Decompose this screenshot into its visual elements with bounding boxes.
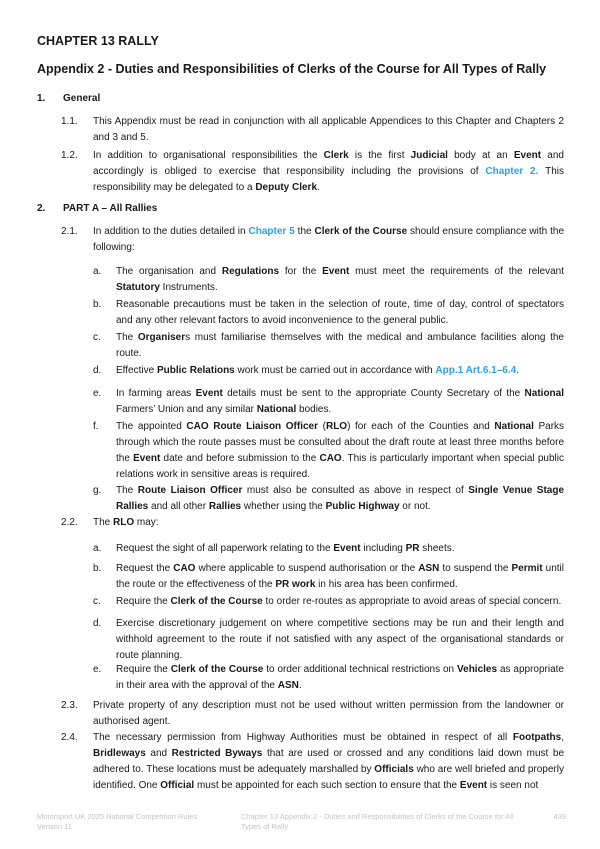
list-item-text: Effective Public Relations work must be carried out in accordance with App.1 Art.6.1–6.4. bbox=[116, 365, 519, 376]
paragraph-2-1 bbox=[61, 224, 564, 256]
list-item-text: Exercise discretionary judgement on where competitive sections may be run and their length and withhold agreement to the route if not satisfied with any aspect of the organisational standards or route planning. bbox=[116, 618, 564, 661]
list-item-text: Require the Clerk of the Course to order re-routes as appropriate to avoid areas of special concern. bbox=[116, 596, 562, 607]
list-letter: a. bbox=[93, 543, 102, 554]
chapter-2-link[interactable]: Chapter 2. bbox=[485, 166, 539, 177]
list-item-text: Reasonable precautions must be taken in the selection of route, time of day, control of spectators and any other relevant factors to avoid inconvenience to the general public. bbox=[116, 299, 564, 326]
list-letter: c. bbox=[93, 332, 101, 343]
list-item-text: The Route Liaison Officer must also be consulted as above in respect of Single Venue Stage Rallies and all other Rallies whether using the Public Highway or not. bbox=[116, 485, 565, 512]
list-item-2-1-f bbox=[93, 419, 564, 483]
paragraph-text: The necessary permission from Highway Authorities must be obtained in respect of all Footpaths, Bridleways and Restricted Byways that are used or crossed and any conditions laid down must be adhered to. These locations must be adequately marshalled by Officials who are well briefed and properly identified. One Official must be appointed for each such section to ensure that the Event is seen not bbox=[93, 732, 565, 791]
list-item-text: Request the CAO where applicable to suspend authorisation or the ASN to suspend the Permit until the route or the effectiveness of the PR work in his area has been confirmed. bbox=[116, 563, 565, 590]
list-item-2-1-e bbox=[93, 386, 564, 418]
chapter-5-link[interactable]: Chapter 5 bbox=[248, 226, 295, 237]
list-letter: e. bbox=[93, 388, 102, 399]
list-item-2-1-a bbox=[93, 264, 564, 296]
list-item-2-2-a bbox=[93, 541, 564, 557]
list-letter: b. bbox=[93, 563, 102, 574]
paragraph-1-1 bbox=[61, 114, 564, 146]
section-title: General bbox=[63, 93, 101, 104]
paragraph-number: 1.2. bbox=[61, 150, 78, 161]
list-item-2-2-e bbox=[93, 662, 564, 694]
list-item-text: In farming areas Event details must be sent to the appropriate County Secretary of the National Farmers’ Union and any similar National bodies. bbox=[116, 388, 564, 415]
list-item-2-2-c bbox=[93, 594, 564, 610]
paragraph-text: The RLO may: bbox=[93, 517, 159, 528]
app1-art6-link[interactable]: App.1 Art.6.1–6.4 bbox=[435, 365, 517, 376]
paragraph-2-4 bbox=[61, 730, 564, 794]
list-item-2-1-c bbox=[93, 330, 564, 362]
paragraph-number: 2.3. bbox=[61, 700, 78, 711]
paragraph-2-3 bbox=[61, 698, 564, 730]
list-letter: f. bbox=[93, 421, 99, 432]
footer-center: Chapter 13 Appendix 2 - Duties and Responsibilities of Clerks of the Course for All Types of Rally bbox=[241, 812, 514, 831]
section-number: 1. bbox=[37, 93, 46, 104]
paragraph-number: 2.2. bbox=[61, 517, 78, 528]
list-item-text: The appointed CAO Route Liaison Officer (RLO) for each of the Counties and National Parks through which the route passes must be consulted about the draft route at least three months before the Event date and before submission to the CAO. This is particularly important when special public relations work in sensitive areas is required. bbox=[116, 421, 565, 480]
paragraph-text: This Appendix must be read in conjunction with all applicable Appendices to this Chapter and Chapters 2 and 3 and 5. bbox=[93, 116, 564, 143]
paragraph-text: In addition to organisational responsibilities the Clerk is the first Judicial body at an Event and accordingly is obliged to exercise that responsibility including the provisions of Chapter 2. This responsibility may be delegated to a Deputy Clerk. bbox=[93, 150, 564, 193]
list-letter: b. bbox=[93, 299, 102, 310]
footer-left: Motorsport UK 2025 National Competition Rules Version 11 bbox=[37, 812, 198, 831]
list-letter: g. bbox=[93, 485, 102, 496]
list-item-text: The organisation and Regulations for the Event must meet the requirements of the relevant Statutory Instruments. bbox=[116, 266, 564, 293]
list-item-2-2-d bbox=[93, 616, 564, 664]
section-title: PART A – All Rallies bbox=[63, 203, 158, 214]
paragraph-text: In addition to the duties detailed in Chapter 5 the Clerk of the Course should ensure compliance with the following: bbox=[93, 226, 565, 253]
list-letter: e. bbox=[93, 664, 102, 675]
page-number: 439 bbox=[553, 812, 566, 821]
chapter-heading: CHAPTER 13 RALLY bbox=[37, 34, 159, 48]
list-letter: c. bbox=[93, 596, 101, 607]
paragraph-number: 1.1. bbox=[61, 116, 78, 127]
paragraph-text: Private property of any description must not be used without written permission from the landowner or authorised agent. bbox=[93, 700, 564, 727]
list-item-text: The Organisers must familiarise themselves with the medical and ambulance facilities along the route. bbox=[116, 332, 564, 359]
list-item-2-1-g bbox=[93, 483, 564, 515]
list-item-2-1-d bbox=[93, 363, 564, 379]
list-letter: d. bbox=[93, 618, 102, 629]
list-item-2-2-b bbox=[93, 561, 564, 593]
list-item-text: Require the Clerk of the Course to order additional technical restrictions on Vehicles as appropriate in their area with the approval of the ASN. bbox=[116, 664, 564, 691]
section-number: 2. bbox=[37, 203, 46, 214]
list-item-2-1-b bbox=[93, 297, 564, 329]
paragraph-1-2 bbox=[61, 148, 564, 196]
list-letter: a. bbox=[93, 266, 102, 277]
paragraph-number: 2.4. bbox=[61, 732, 78, 743]
appendix-title: Appendix 2 - Duties and Responsibilities of Clerks of the Course for All Types of Rally bbox=[37, 62, 547, 76]
list-item-text: Request the sight of all paperwork relating to the Event including PR sheets. bbox=[116, 543, 455, 554]
list-letter: d. bbox=[93, 365, 102, 376]
paragraph-number: 2.1. bbox=[61, 226, 78, 237]
paragraph-2-2 bbox=[61, 515, 564, 531]
